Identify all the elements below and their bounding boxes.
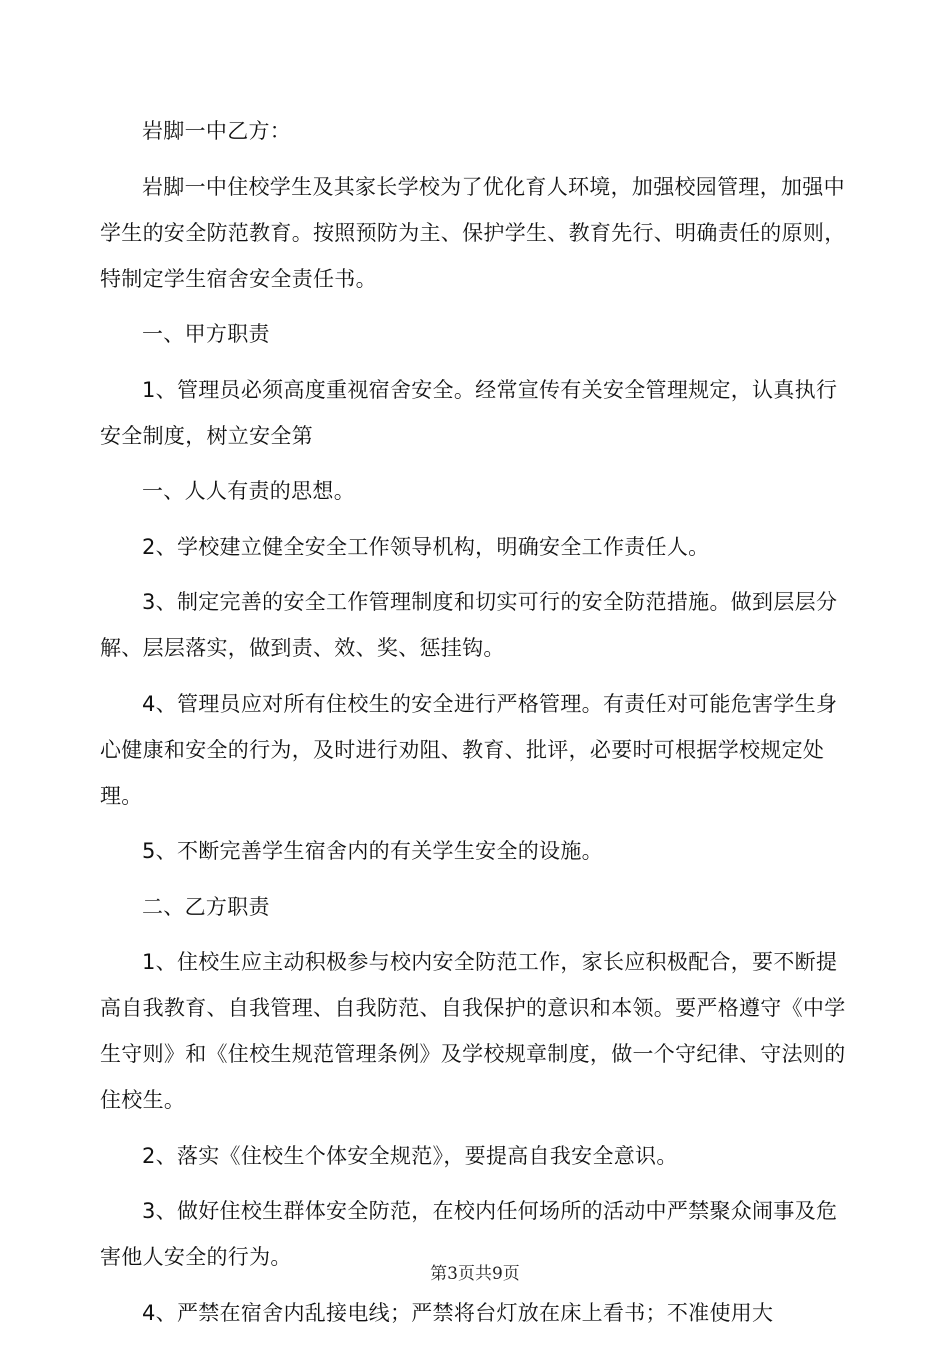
paragraph-a-item-2: 2、学校建立健全安全工作领导机构，明确安全工作责任人。 [142, 534, 710, 559]
paragraph-b-item-4: 4、严禁在宿舍内乱接电线；严禁将台灯放在床上看书；不准使用大 [142, 1300, 774, 1325]
paragraph-a-item-3: 3、制定完善的安全工作管理制度和切实可行的安全防范措施。做到层层分解、层层落实，做到责、效、奖、惩挂钩。 [100, 590, 838, 660]
paragraph-intro: 岩脚一中住校学生及其家长学校为了优化育人环境，加强校园管理，加强中学生的安全防范教育。按照预防为主、保护学生、教育先行、明确责任的原则，特制定学生宿舍安全责任书。 [100, 174, 846, 291]
section-heading-party-a-duties: 一、甲方职责 [142, 322, 270, 346]
paragraph-b-item-1: 1、住校生应主动积极参与校内安全防范工作，家长应积极配合，要不断提高自我教育、自我管理、自我防范、自我保护的意识和本领。要严格遵守《中学生守则》和《住校生规范管理条例》及学校规章制度，做一个守纪律、守法则的住校生。 [100, 950, 846, 1112]
paragraph-party-b: 岩脚一中乙方： [142, 119, 292, 143]
paragraph-a-item-1: 1、管理员必须高度重视宿舍安全。经常宣传有关安全管理规定，认真执行安全制度，树立安全第 [100, 377, 838, 448]
document-body [100, 108, 850, 1345]
paragraph-a-item-4: 4、管理员应对所有住校生的安全进行严格管理。有责任对可能危害学生身心健康和安全的行为，及时进行劝阻、教育、批评，必要时可根据学校规定处理。 [100, 691, 838, 808]
paragraph-b-item-3: 3、做好住校生群体安全防范，在校内任何场所的活动中严禁聚众闹事及危害他人安全的行为。 [100, 1199, 838, 1269]
section-heading-party-b-duties: 二、乙方职责 [142, 894, 270, 919]
paragraph-a-item-5: 5、不断完善学生宿舍内的有关学生安全的设施。 [142, 839, 603, 863]
paragraph-b-item-2: 2、落实《住校生个体安全规范》，要提高自我安全意识。 [142, 1143, 678, 1168]
paragraph-a-item-1-cont: 一、人人有责的思想。 [142, 479, 355, 503]
page-number-footer: 第3页共9页 [430, 1264, 520, 1284]
